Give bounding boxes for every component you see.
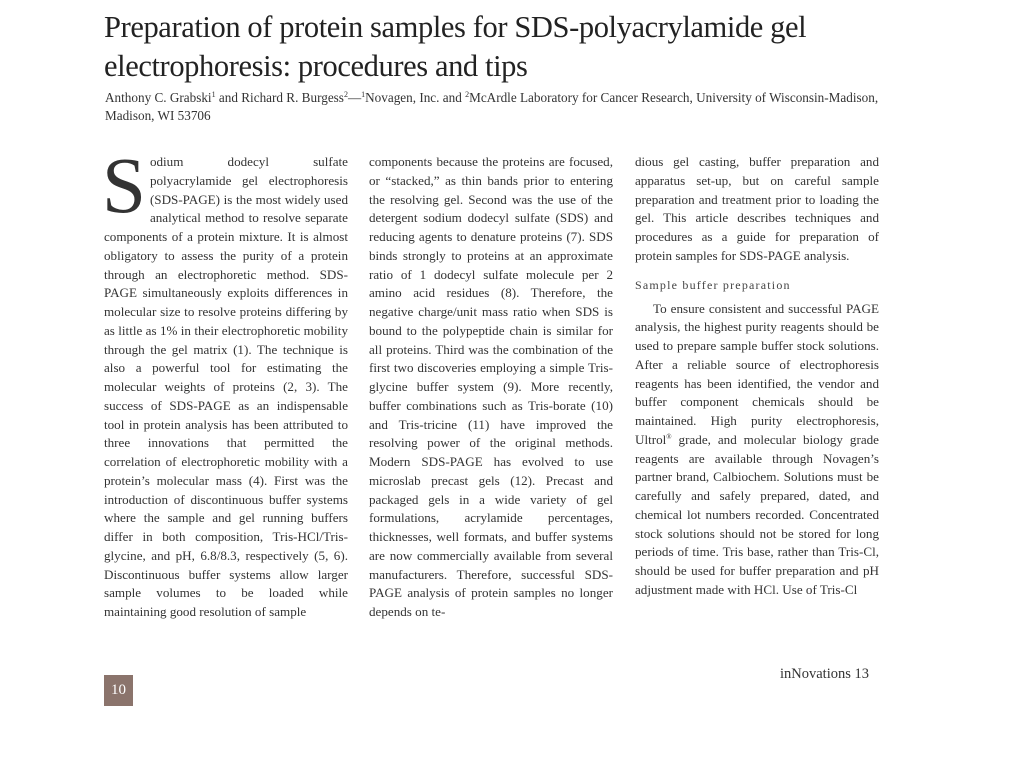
registered-mark: ®	[666, 432, 672, 441]
byline-and: and	[215, 90, 242, 105]
author-superscript: 2	[343, 90, 348, 99]
column-1-text: odium dodecyl sulfate polyacrylamide gel electrophoresis (SDS-PAGE) is the most widely used analytical method to resolve separate components of a protein mixture. It is almost obligatory to assess the purity of a protein through an electrophoretic method. SDS-PAGE simultaneously exploits differences in molecular size to resolve proteins differing by as little as 1% in their electrophoretic mobility through the gel matrix (1). The technique is also a powerful tool for estimating the molecular weights of proteins (2, 3). The success of SDS-PAGE as an indispensable tool in protein analysis has been attributed to three innovations that permitted the correlation of electrophoretic mobility with a protein’s molecular mass (4). First was the introduction of discontinuous buffer systems where the sample and gel running buffers differ in both composition, Tris-HCl/Tris-glycine, and pH, 6.8/8.3, respectively (5, 6). Discontinuous buffer systems allow larger sample volumes to be loaded while maintaining good resolution of sample	[104, 154, 348, 619]
sample-buffer-text-b: grade, and molecular biology grade reagents are available through Novagen’s partner brand, Calbiochem. Solutions must be carefully and safely prepared, dated, and chemical lot numbers recorded. Concentrated stock solutions should not be stored for long periods of time. Tris base, rather than Tris-Cl, should be used for buffer preparation and pH adjustment made with HCl. Use of Tris-Cl	[635, 431, 879, 597]
section-heading: Sample buffer preparation	[635, 277, 791, 292]
column-3-intro-text: dious gel casting, buffer preparation and apparatus set-up, but on careful sample preparation and treatment prior to loading the gel. This article describes techniques and procedures as a guide for preparation of protein samples for SDS-PAGE analysis.	[635, 154, 879, 263]
affiliation-mcardle: McArdle Laboratory for Cancer Research, University of Wisconsin-Madison, Madison, WI 53706	[105, 90, 879, 123]
sample-buffer-paragraph	[635, 300, 879, 600]
author-burgess: Richard R. Burgess	[241, 90, 344, 105]
author-superscript: 1	[211, 90, 216, 99]
affiliation-novagen: Novagen, Inc. and	[365, 90, 466, 105]
text-column-2	[369, 153, 613, 622]
article-title: Preparation of protein samples for SDS-polyacrylamide gel electrophoresis: procedures and tips	[104, 10, 807, 83]
drop-cap: S	[102, 143, 146, 230]
sample-buffer-text-a: To ensure consistent and successful PAGE analysis, the highest purity reagents should be used to prepare sample buffer stock solutions. After a reliable source of electrophoresis reagents has been identified, the vendor and buffer component chemicals should be maintained. High purity electrophoresis, Ultrol	[635, 300, 879, 447]
byline	[105, 89, 885, 124]
journal-footer: inNovations 13	[780, 666, 870, 682]
text-column-3	[635, 153, 879, 600]
intro-paragraph	[102, 143, 348, 622]
text-column-1	[102, 143, 348, 622]
byline-dash: —	[347, 90, 362, 105]
author-grabski: Anthony C. Grabski	[105, 90, 212, 105]
affiliation-superscript: 1	[361, 90, 366, 99]
column-2-text: components because the proteins are focused, or “stacked,” as thin bands prior to entering the resolving gel. Second was the use of the detergent sodium dodecyl sulfate (SDS) and reducing agents to denature proteins (7). SDS binds strongly to proteins at an approximate ratio of 1 dodecyl sulfate molecule per 2 amino acid residues (8). Therefore, the negative charge/unit mass ratio when SDS is bound to the polypeptide chain is similar for all proteins. Third was the combination of the first two discoveries employing a simple Tris-glycine buffer system (9). More recently, buffer combinations such as Tris-borate (10) and Tris-tricine (11) have improved the resolving power of the original methods. Modern SDS-PAGE has evolved to use microslab precast gels (12). Precast and packaged gels in a wide variety of gel formulations, acrylamide percentages, thicknesses, well formats, and buffer systems are now commercially available from several manufacturers. Therefore, successful SDS-PAGE analysis of protein samples no longer depends on te-	[369, 154, 613, 619]
affiliation-superscript: 2	[465, 90, 470, 99]
page-number: 10	[104, 675, 133, 706]
